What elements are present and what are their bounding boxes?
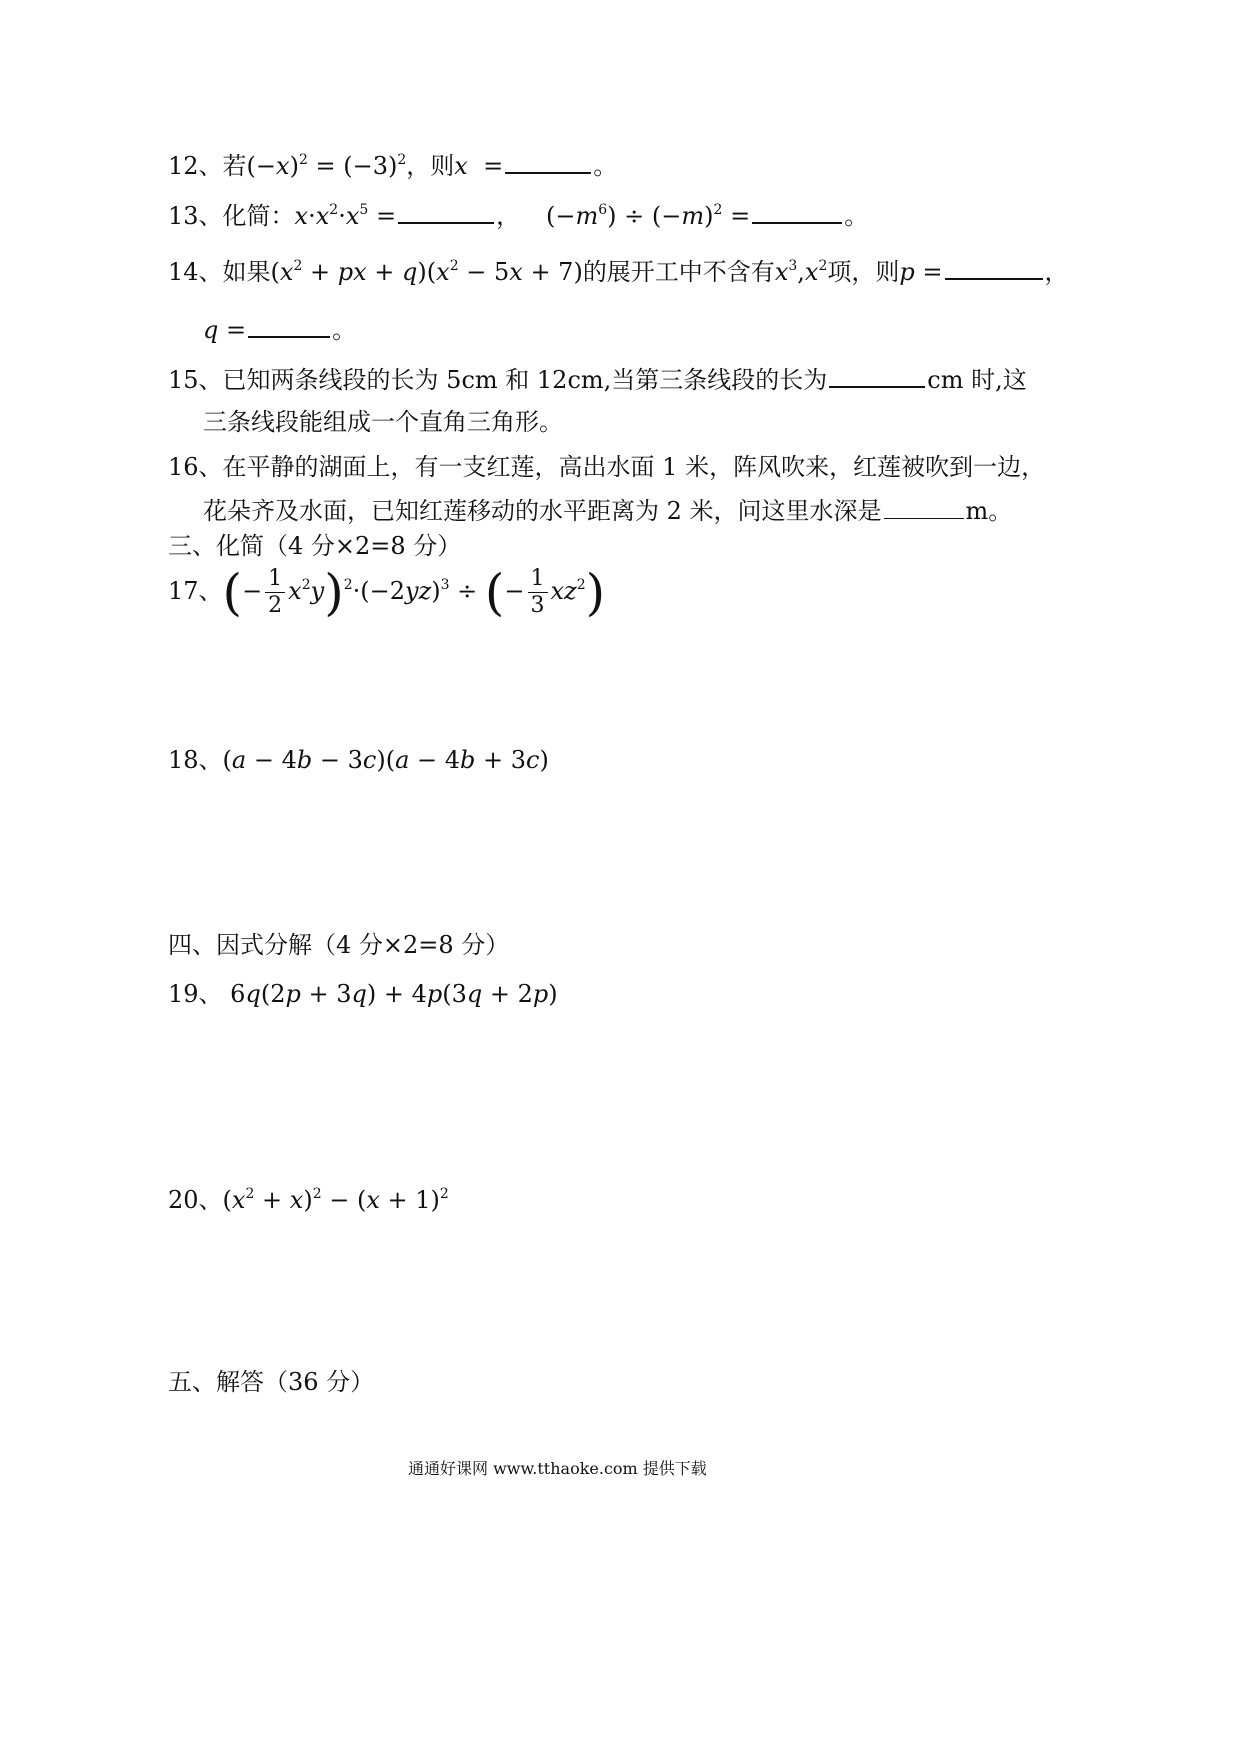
question-number: 17、 (168, 577, 223, 605)
answer-blank-p[interactable] (945, 256, 1043, 280)
question-13: 13、化简：$x\cdot x^2\cdot x^5$ = ， (168, 202, 521, 230)
question-14-q: q = 。 (203, 316, 357, 344)
fraction-one-half: $\frac{1}{2}$ (265, 566, 285, 619)
question-number: 18、 (168, 746, 223, 774)
answer-blank[interactable] (398, 200, 494, 224)
question-16: 16、在平静的湖面上，有一支红莲，高出水面 1 米，阵风吹来，红莲被吹到一边， (168, 453, 1046, 481)
question-number: 16、 (168, 453, 223, 481)
question-number: 15、 (168, 366, 223, 394)
question-18: 18、(a − 4b − 3c)(a − 4b + 3c) (168, 746, 549, 774)
question-15: 15、已知两条线段的长为 5cm 和 12cm,当第三条线段的长为 cm 时,这 (168, 366, 1027, 394)
question-20: 20、$(x^2 + x)^2 - (x + 1)^2$ (168, 1186, 449, 1214)
question-13-part2: $(-m^6) \div (-m)^2$ = 。 (546, 202, 869, 230)
section-heading-solve: 五、解答（36 分） (168, 1368, 375, 1396)
question-number: 14、 (168, 258, 223, 286)
page-footer: 通通好课网 www.tthaoke.com 提供下载 (408, 1459, 707, 1478)
answer-blank[interactable] (752, 200, 842, 224)
question-19: 19、 6q(2p + 3q) + 4p(3q + 2p) (168, 980, 558, 1008)
answer-blank[interactable] (505, 150, 591, 174)
question-12: 12、若$(-x)^2 = (-3)^2$，则x = 。 (168, 152, 618, 180)
question-number: 20、 (168, 1186, 223, 1214)
question-number: 19、 (168, 980, 223, 1008)
answer-blank[interactable] (829, 364, 925, 388)
question-17: 17、(− $\frac{1}{2}$ $x^2y)^2\cdot(-2yz)^3$ ÷ (− $\frac{1}{3}$ $xz^2$) (168, 563, 606, 622)
answer-blank-q[interactable] (248, 314, 330, 338)
question-number: 13、 (168, 202, 223, 230)
section-heading-simplify: 三、化简（4 分×2=8 分） (168, 532, 462, 560)
fraction-one-third: $\frac{1}{3}$ (528, 566, 548, 619)
question-15-line2: 三条线段能组成一个直角三角形。 (203, 408, 563, 436)
answer-blank[interactable] (884, 496, 964, 519)
section-heading-factorization: 四、因式分解（4 分×2=8 分） (168, 931, 510, 959)
question-number: 12、 (168, 152, 223, 180)
question-14: 14、如果($x^2$ + px + $q)(x^2 - 5x + 7)$的展开工中不含有$x^3,x^2$项，则p = ， (168, 258, 1069, 286)
question-16-line2: 花朵齐及水面，已知红莲移动的水平距离为 2 米，问这里水深是 m。 (203, 497, 1013, 525)
